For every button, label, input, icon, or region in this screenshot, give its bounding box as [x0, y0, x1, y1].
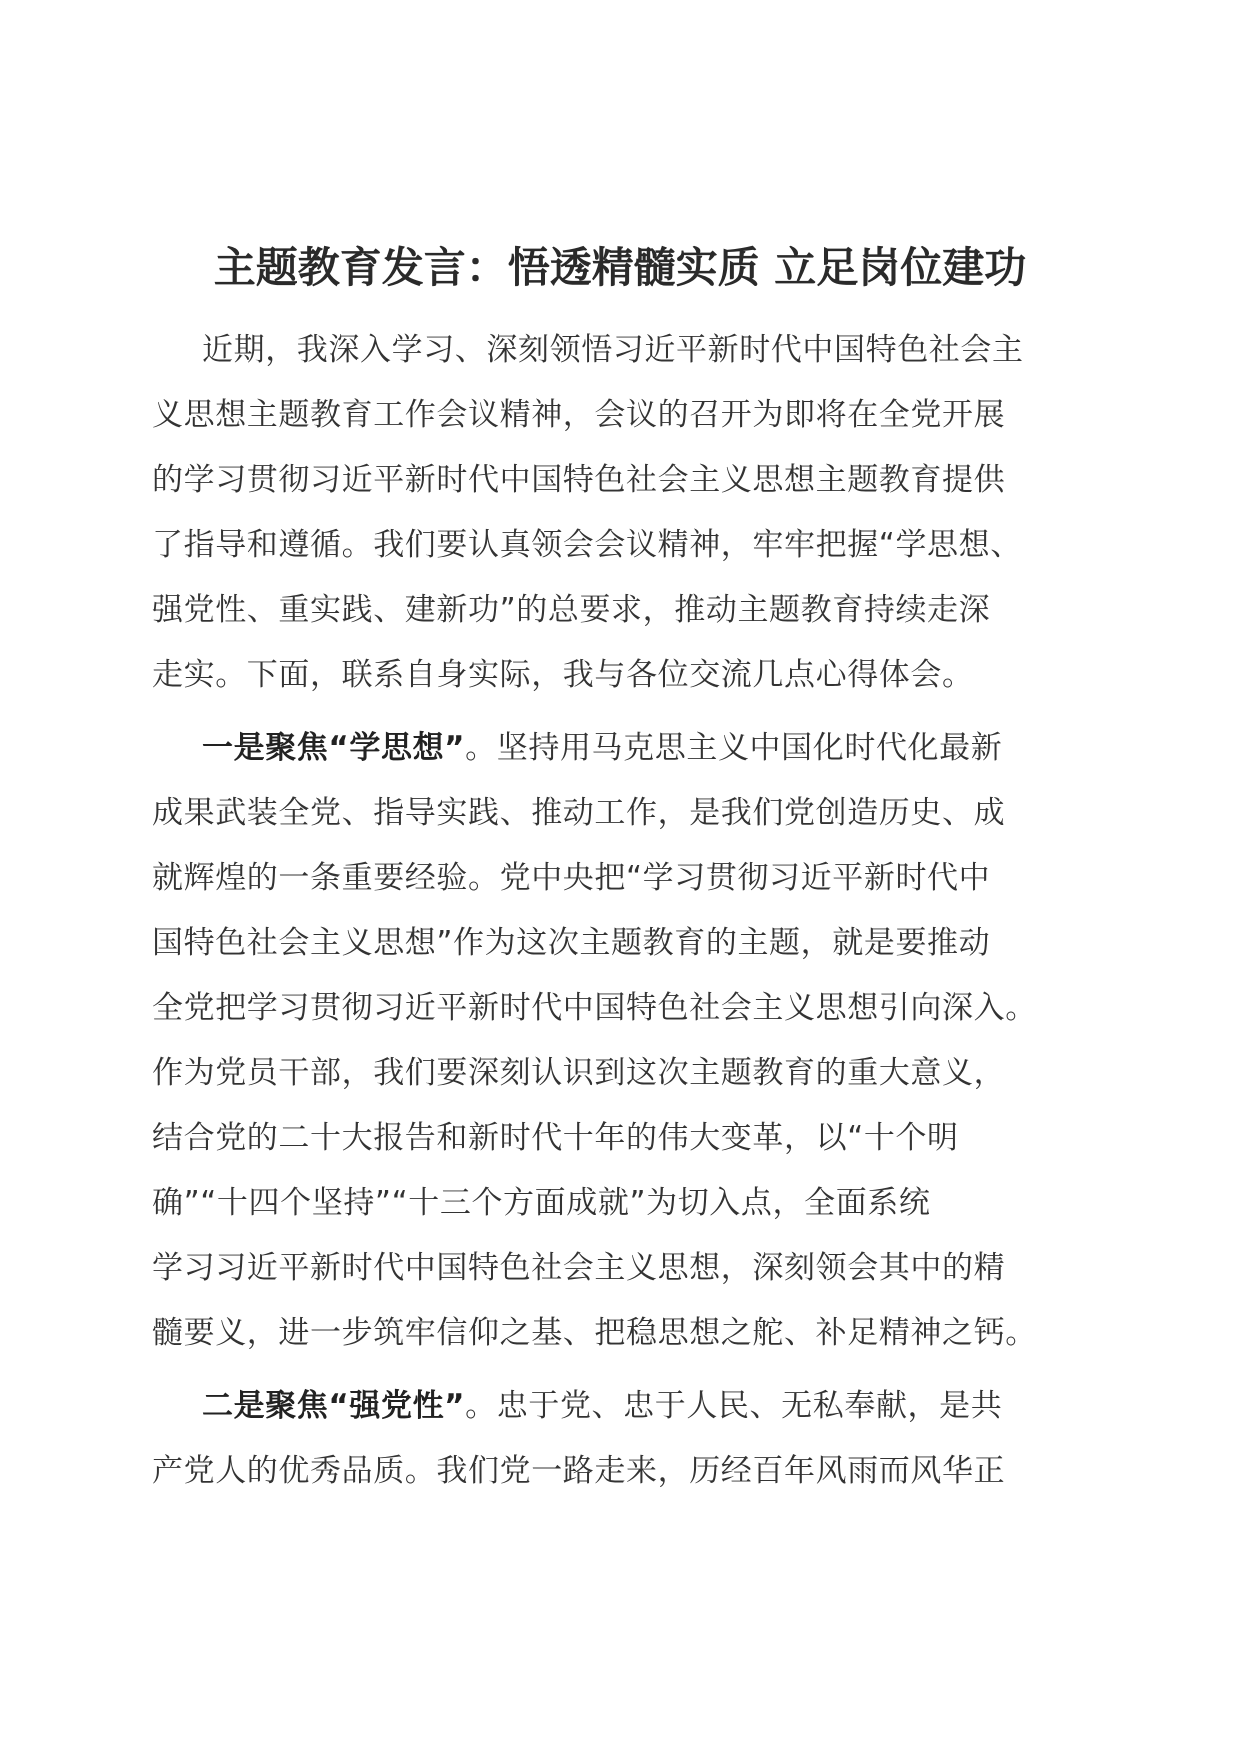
paragraph-line [152, 1374, 1092, 1439]
paragraph-line: 近期，我深入学习、深刻领悟习近平新时代中国特色社会主 [202, 332, 1024, 368]
paragraph-line: 确”“十四个坚持”“十三个方面成就”为切入点，全面系统 [152, 1185, 931, 1221]
section-lead-party-spirit: 二是聚焦“强党性” [202, 1388, 466, 1424]
paragraph-line: 义思想主题教育工作会议精神，会议的召开为即将在全党开展 [152, 397, 1006, 433]
paragraph-party-spirit [152, 1374, 1092, 1504]
paragraph-line: 了指导和遵循。我们要认真领会会议精神，牢牢把握“学思想、 [152, 527, 1022, 563]
paragraph-line: 结合党的二十大报告和新时代十年的伟大变革，以“十个明 [152, 1120, 959, 1156]
paragraph-line: 走实。下面，联系自身实际，我与各位交流几点心得体会。 [152, 657, 974, 693]
document-title: 主题教育发言：悟透精髓实质 立足岗位建功 [213, 243, 1027, 292]
paragraph-line: 产党人的优秀品质。我们党一路走来，历经百年风雨而风华正 [152, 1453, 1006, 1489]
paragraph-line: 髓要义，进一步筑牢信仰之基、把稳思想之舵、补足精神之钙。 [152, 1315, 1037, 1351]
paragraph-line: 作为党员干部，我们要深刻认识到这次主题教育的重大意义， [152, 1055, 1006, 1091]
paragraph-line-text: 。忠于党、忠于人民、无私奉献，是共 [465, 1388, 1003, 1424]
paragraph-line: 就辉煌的一条重要经验。党中央把“学习贯彻习近平新时代中 [152, 860, 991, 896]
paragraph-line-text: 。坚持用马克思主义中国化时代化最新 [465, 730, 1003, 766]
paragraph-study-thought [152, 716, 1092, 1366]
paragraph-line: 学习习近平新时代中国特色社会主义思想，深刻领会其中的精 [152, 1250, 1006, 1286]
paragraph-line: 国特色社会主义思想”作为这次主题教育的主题，就是要推动 [152, 925, 991, 961]
paragraph-line: 强党性、重实践、建新功”的总要求，推动主题教育持续走深 [152, 592, 991, 628]
paragraph-line: 的学习贯彻习近平新时代中国特色社会主义思想主题教育提供 [152, 462, 1006, 498]
paragraph-intro [152, 318, 1092, 708]
paragraph-line: 成果武装全党、指导实践、推动工作，是我们党创造历史、成 [152, 795, 1006, 831]
paragraph-line: 全党把学习贯彻习近平新时代中国特色社会主义思想引向深入。 [152, 990, 1037, 1026]
paragraph-line [152, 716, 1092, 781]
section-lead-study-thought: 一是聚焦“学思想” [202, 730, 466, 766]
document-body [152, 318, 1092, 1512]
